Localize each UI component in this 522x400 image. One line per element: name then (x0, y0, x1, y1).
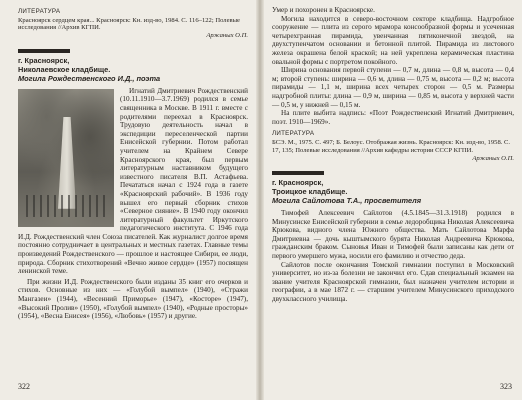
article-paragraph: Тимофей Алексеевич Сайлотов (4.5.1845—31.3.1918) родился в Минусинске Енисейской губернии в семье ледоробщика Николая Алексеевича Крюкова, видного члена Южного общества. Мать Сайлотова Марфа Дмитриевна — дочь кыштымского бурята Николая Андреевича Крюкова, гражданским браком. Сыновья Иван и Тимофей были записаны как дети от первого умершего мужа, носили его фамилию и отчество деда. (272, 209, 514, 261)
fence-shape (26, 195, 106, 217)
literature-heading: ЛИТЕРАТУРА (18, 8, 61, 15)
article-paragraph: Ширина основания первой ступени — 0,7 м, длина — 0,8 м, высота — 0,4 м; второй ступень: ширина — 0,6 м, длина — 0,75 м, высота — 0,2 м; высота пирамиды — 1,1 м, ширина всех четырех сторон — 0,5 м. Размеры надгробной плиты: длина — 0,9 м, ширина — 0,85 м, высота у верхней части — 0,5 м, у нижней — 0,15 м. (272, 66, 514, 109)
place-heading: г. Красноярск, (18, 55, 70, 65)
page-number: 322 (18, 382, 30, 392)
literature-heading: ЛИТЕРАТУРА (272, 130, 315, 138)
place-heading: г. Красноярск, (272, 178, 324, 188)
article-paragraph: Игнатий Дмитриевич Рождественский (10.11.1910—3.7.1969) родился в семье священника в Москве. В 1911 г. вместе с родителями переехал в Красноярск. Трудовую деятельность начал в экспедиции переселенческой партии Енисейской губернии. Потом работал учителем на Крайнем Севере Красноярского края, был первым литературным наставником будущего известного писателя В.П. Астафьева. Печататься начал с 1924 года в газете «Красноярский рабочий». В 1936 году вышел его первый сборник стихов «Северное сияние». В 1940 году окончил литературный факультет Иркутского педагогического института. С 1946 года И.Д. Рождественский член Союза писателей. Как журналист долгое время постоянно сотрудничает в центральных и местных газетах. Главные темы произведений Рождественского — прошлое и настоящее Сибири, ее люди, природа. Сборник стихотворений «Вечно живое сердце» (1957) посвящен ленинской теме. (18, 86, 248, 276)
article-paragraph: На плите выбита надпись: «Поэт Рождественский Игнатий Дмитриевич, поэт. 1910—1969». (272, 109, 514, 126)
grave-photo (18, 89, 114, 227)
literature-text: Красноярск сердцем края... Красноярск: Кн. изд-во, 1984. С. 116–122; Полевые исследования //Архив КГПИ. (18, 16, 240, 32)
grave-title: Могила Рождественского И.Д., поэта (18, 73, 161, 83)
article-paragraph: Сайлотов после окончания Томской гимназии поступил в Московский университет, но из-за болезни не закончил его. Сдав специальный экзамен на звание учителя Красноярской гимназии, был назначен учителем истории и географии, а в мае 1872 г. — старшим учителем Минусинского приходского двухклассного училища. (272, 260, 514, 304)
section-rule (272, 171, 324, 175)
page-number: 323 (500, 382, 512, 392)
literature-text: БСЭ. М., 1975. С. 497; Б. Белоус. Отображая жизнь. Красноярск: Кн. изд-во, 1958. С. 17, 135; Полевые исследования //Архив кафедры истории СССР КГПИ. (272, 138, 511, 154)
left-page (0, 0, 258, 400)
right-page (262, 0, 522, 400)
grave-title: Могила Сайлотова Т.А., просветителя (272, 196, 422, 206)
article-paragraph: Могила находится в северо-восточном секторе кладбища. Надгробное сооружение — плита из серого мрамора консообразной формы и усеченная четырехгранная пирамида, увенчанная пятиконечной звездой, на двухступенчатом основании и бетонной плитой. Пирамида из листового железа окрашена белой краской; на ней укреплена керамическая пластина овальной формы с портретом покойного. (272, 14, 514, 66)
author-signature: Аржаных О.П. (206, 32, 248, 40)
cemetery-heading: Николаевское кладбище. (18, 64, 111, 74)
section-rule (18, 49, 70, 53)
article-paragraph: При жизни И.Д. Рождественского были изданы 35 книг его очерков и стихов. Основные из них — «Голубой вымпел» (1940), «Стражи Мангазеи» (1944), «Весенний Приморье» (1947), «Косторе» (1947), «Высокий Пролив» (1950), «Голубой вымпел» (1940), «Родные просторы» (1954), «Весна Енисея» (1956), «Любовь» (1957) и другие. (18, 277, 248, 321)
cemetery-heading: Троицкое кладбище. (272, 187, 348, 197)
author-signature: Аржаных О.П. (472, 154, 514, 162)
article-paragraph: Умер и похоронен в Красноярске. (272, 6, 375, 14)
